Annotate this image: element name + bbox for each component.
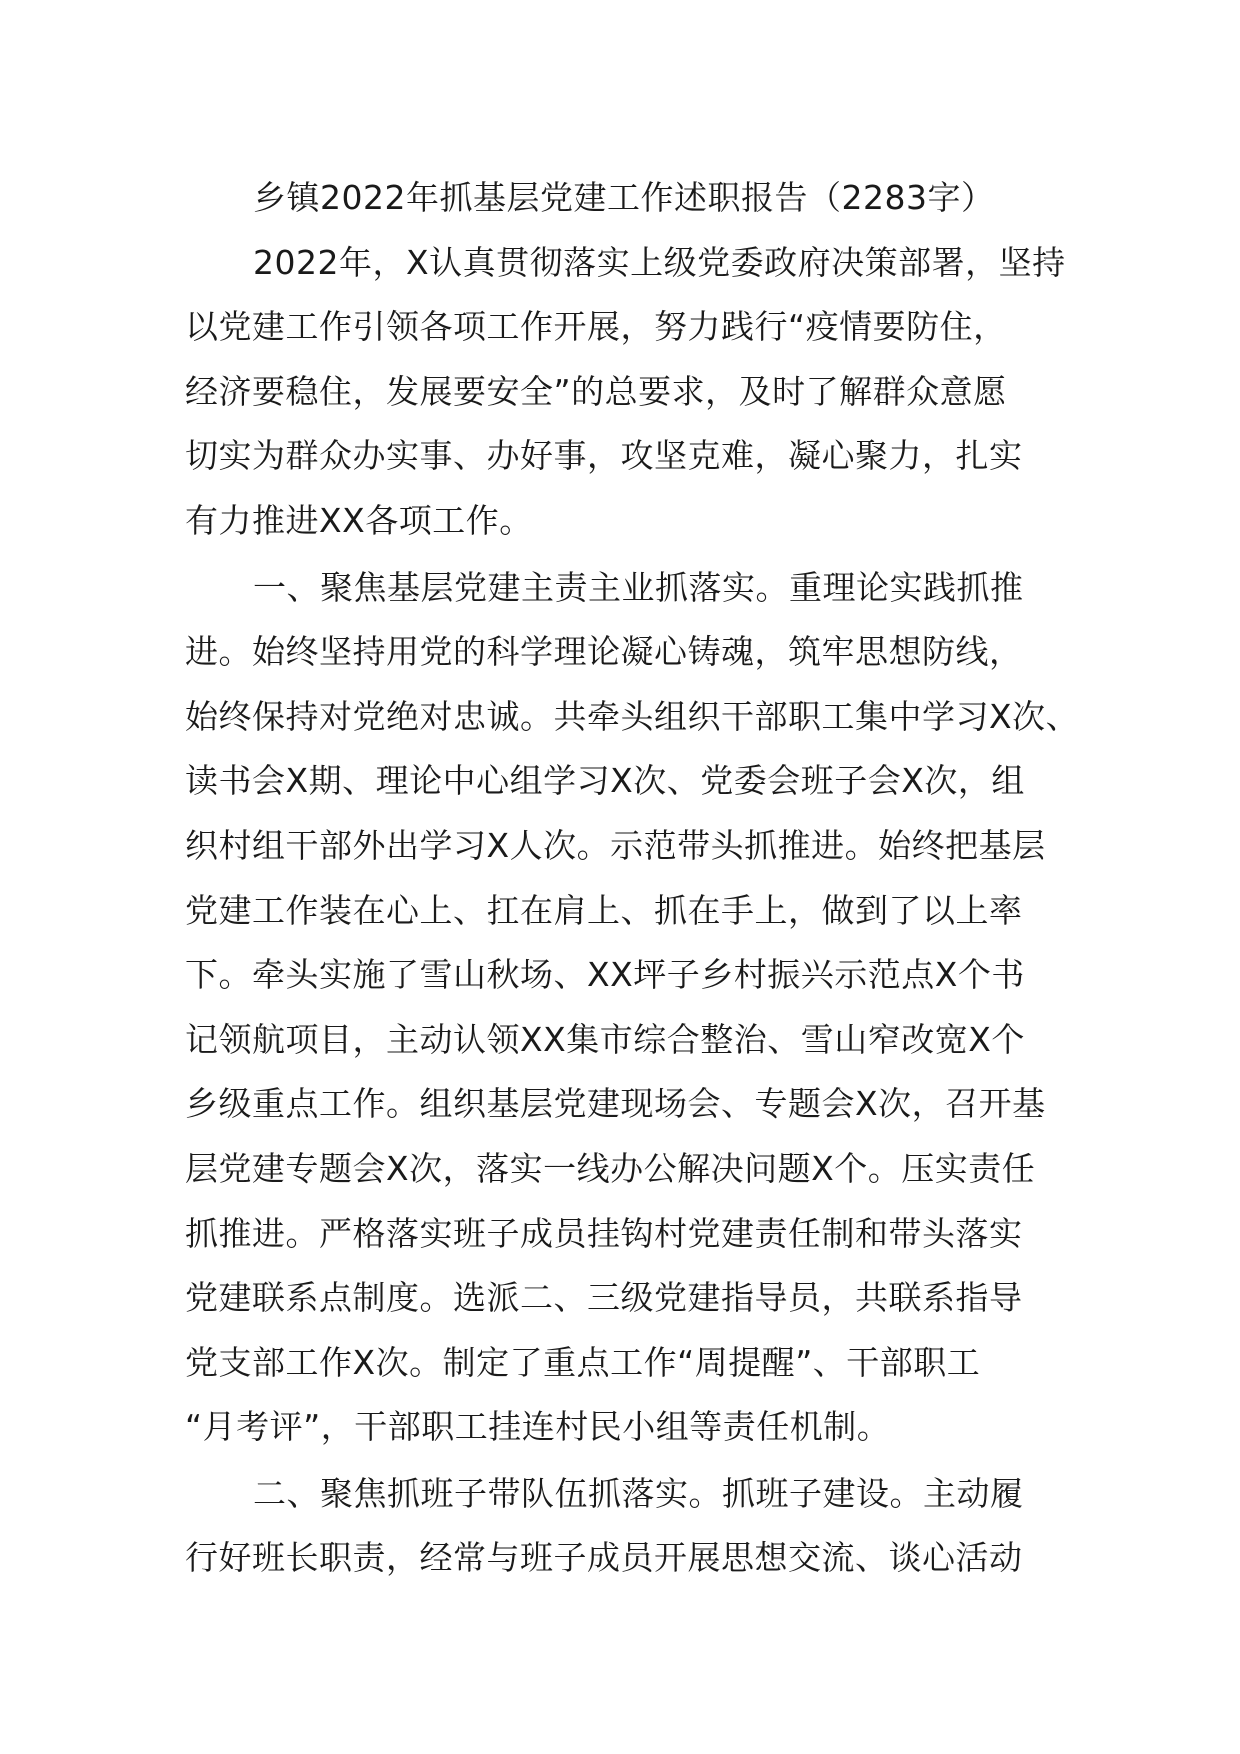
section2-line-1: 二、聚焦抓班子带队伍抓落实。抓班子建设。主动履 — [253, 1473, 1024, 1513]
section1-line-9: 乡级重点工作。组织基层党建现场会、专题会X次，召开基 — [185, 1084, 1046, 1124]
section1-line-3: 始终保持对党绝对忠诚。共牵头组织干部职工集中学习X次、 — [185, 696, 1080, 736]
intro-line-4: 切实为群众办实事、办好事，攻坚克难，凝心聚力，扎实 — [185, 436, 1023, 476]
section1-line-11: 抓推进。严格落实班子成员挂钩村党建责任制和带头落实 — [185, 1213, 1023, 1253]
document-title: 乡镇2022年抓基层党建工作述职报告（2283字） — [253, 178, 995, 217]
section1-line-5: 织村组干部外出学习X人次。示范带头抓推进。始终把基层 — [185, 825, 1046, 865]
intro-line-2: 以党建工作引领各项工作开展，努力践行“疫情要防住， — [185, 307, 1007, 347]
section1-line-8: 记领航项目，主动认领XX集市综合整治、雪山窄改宽X个 — [185, 1019, 1025, 1059]
section1-line-12: 党建联系点制度。选派二、三级党建指导员，共联系指导 — [185, 1278, 1023, 1318]
intro-line-3: 经济要稳住，发展要安全”的总要求，及时了解群众意愿 — [185, 371, 1007, 411]
document-body — [185, 166, 1080, 1591]
section1-line-6: 党建工作装在心上、扛在肩上、抓在手上，做到了以上率 — [185, 890, 1023, 930]
intro-line-1: 2022年，X认真贯彻落实上级党委政府决策部署，坚持 — [253, 242, 1066, 282]
section1-line-13: 党支部工作X次。制定了重点工作“周提醒”、干部职工 — [185, 1342, 981, 1382]
section1-line-1: 一、聚焦基层党建主责主业抓落实。重理论实践抓推 — [253, 567, 1024, 607]
intro-line-5: 有力推进XX各项工作。 — [185, 500, 533, 540]
section1-line-7: 下。牵头实施了雪山秋场、XX坪子乡村振兴示范点X个书 — [185, 955, 1025, 995]
section1-line-4: 读书会X期、理论中心组学习X次、党委会班子会X次，组 — [185, 761, 1025, 801]
section1-line-10: 层党建专题会X次，落实一线办公解决问题X个。压实责任 — [185, 1148, 1036, 1188]
section2-line-2: 行好班长职责，经常与班子成员开展思想交流、谈心活动 — [185, 1538, 1023, 1578]
section1-line-14: “月考评”，干部职工挂连村民小组等责任机制。 — [185, 1407, 891, 1447]
section1-line-2: 进。始终坚持用党的科学理论凝心铸魂，筑牢思想防线， — [185, 632, 1023, 672]
